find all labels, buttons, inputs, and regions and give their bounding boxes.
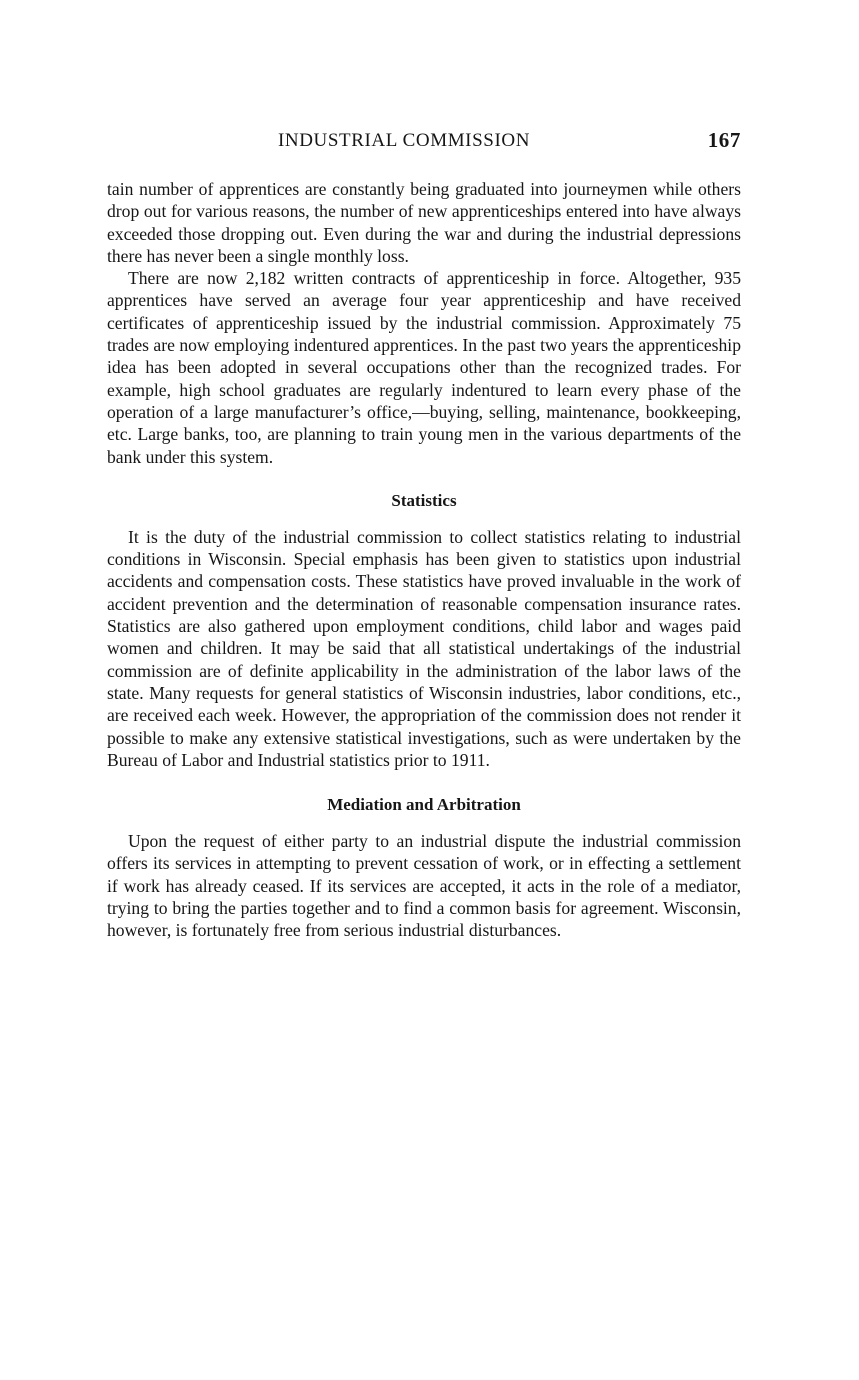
section-heading-statistics: Statistics [391, 490, 457, 510]
section-heading-mediation: Mediation and Arbitration [327, 795, 521, 815]
paragraph-statistics: It is the duty of the industrial commission to collect statistics relating to industrial conditions in Wisconsin. Special emphasis has been given to statistics upon industrial accidents and compensation costs. These statistics have proved invaluable in the work of accident prevention and the determination of reasonable compensation insurance rates. Statistics are also gathered upon employment conditions, child labor and wages paid women and children. It may be said that all statistical undertakings of the industrial commission are of definite applicability in the administration of the labor laws of the state. Many requests for general statistics of Wisconsin industries, labor conditions, etc., are received each week. However, the appropriation of the commission does not render it possible to make any extensive statistical investigations, such as were undertaken by the Bureau of Labor and Industrial statistics prior to 1911. [107, 526, 741, 770]
document-page [107, 128, 741, 942]
paragraph-apprentice-continuation: tain number of apprentices are constantly being graduated into journeymen while others drop out for various reasons, the number of new apprenticeships entered into have always exceeded those dropping out. Even during the war and during the industrial depressions there has never been a single monthly loss. [107, 179, 741, 266]
body-text [107, 178, 741, 942]
running-header [107, 128, 741, 158]
page-number: 167 [707, 128, 741, 152]
paragraph-apprenticeship-contracts: There are now 2,182 written contracts of apprenticeship in force. Altogether, 935 apprentices have served an average four year apprenticeship and have received certificates of apprenticeship issued by the industrial commission. Approximately 75 trades are now employing indentured apprentices. In the past two years the apprenticeship idea has been adopted in several occupations other than the recognized trades. For example, high school graduates are regularly indentured to learn every phase of the operation of a large manufacturer’s office,—buying, selling, maintenance, bookkeeping, etc. Large banks, too, are planning to train young men in the various departments of the bank under this system. [107, 268, 741, 467]
running-title: INDUSTRIAL COMMISSION [277, 130, 531, 151]
paragraph-mediation: Upon the request of either party to an industrial dispute the industrial commission offers its services in attempting to prevent cessation of work, or in effecting a settlement if work has already ceased. If its services are accepted, it acts in the role of a mediator, trying to bring the parties together and to find a common basis for agreement. Wisconsin, however, is fortunately free from serious industrial disturbances. [107, 831, 741, 941]
